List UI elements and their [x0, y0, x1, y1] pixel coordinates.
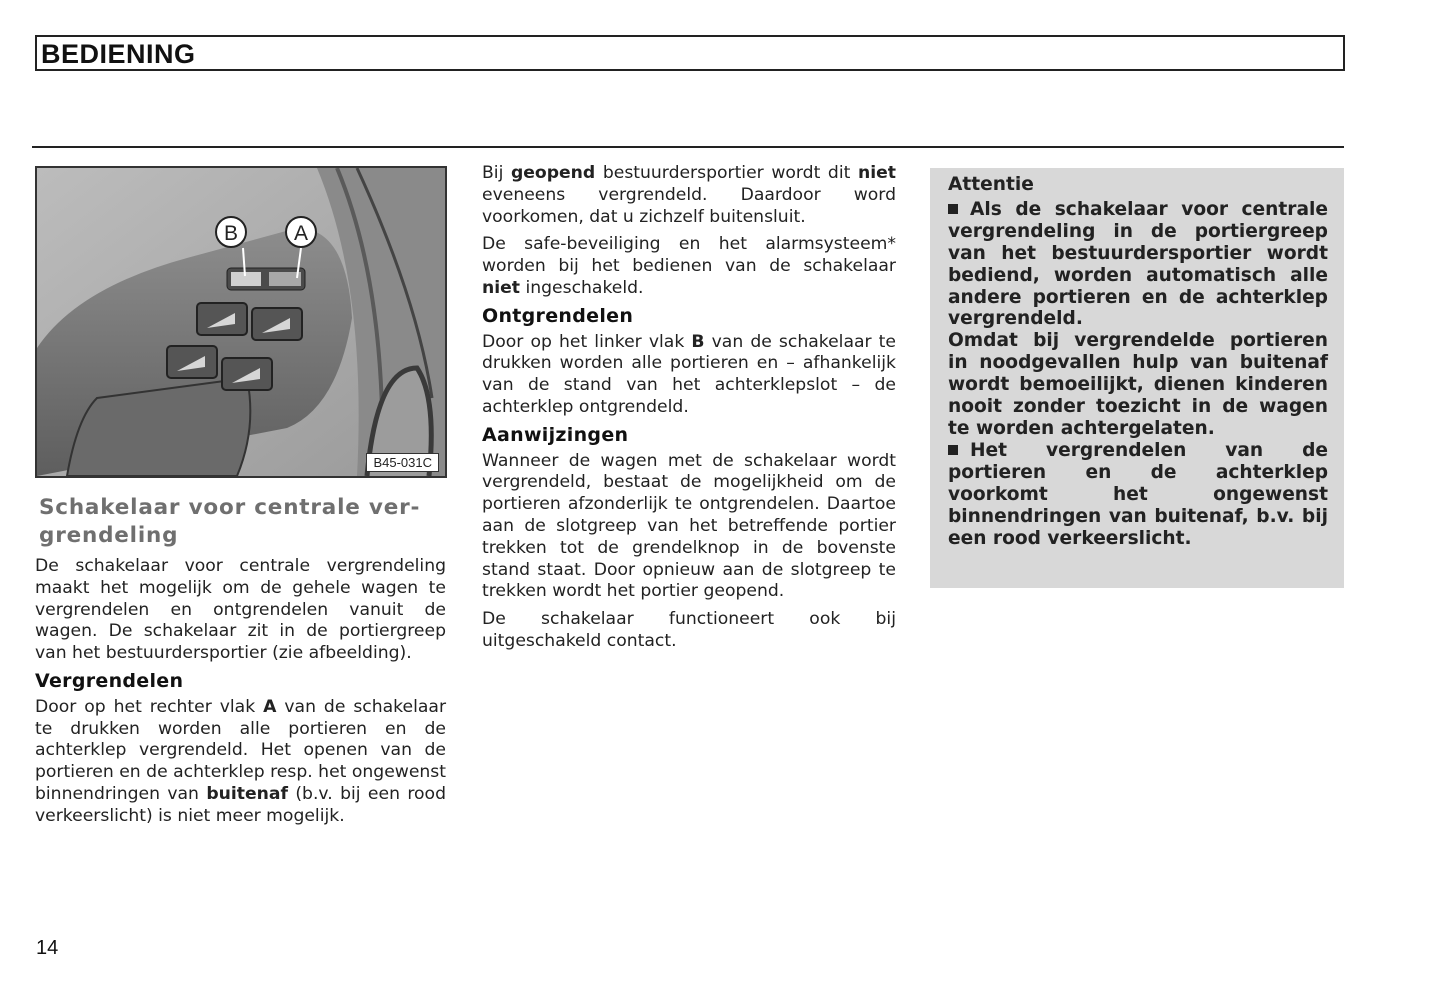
attention-item-1: Als de schakelaar voor centrale vergrendeling in de portiergreep van het bestuurdersportier wordt bediend, worden automatisch alle andere portieren en de achterklep vergrendeld.: [948, 198, 1328, 330]
attention-box: [930, 168, 1344, 588]
tips-heading: Aanwijzingen: [482, 423, 629, 446]
unlock-heading: Ontgrendelen: [482, 304, 634, 327]
alarm-paragraph: De safe-beveiliging en het alarmsysteem* worden bij het bedienen van de schakelaar niet ingeschakeld.: [482, 234, 896, 298]
label-b: B: [223, 222, 239, 245]
header-title: BEDIENING: [41, 39, 196, 69]
unlock-paragraph: Door op het linker vlak B van de schakelaar te drukken worden alle portieren en – afhankelijk van de stand van het achterklepslot – de achterklep ontgrendeld.: [482, 331, 896, 417]
section-title-line1: Schakelaar voor centrale ver-: [39, 495, 421, 520]
page-header: [35, 35, 1345, 71]
column-left: [35, 494, 446, 834]
door-open-paragraph: Bij geopend bestuurdersportier wordt dit niet eveneens vergrendeld. Daardoor word voorkomen, dat u zichzelf buitensluit.: [482, 163, 896, 227]
lock-heading: Vergrendelen: [35, 669, 184, 692]
bullet-icon: [948, 445, 958, 455]
bullet-icon: [948, 204, 958, 214]
section-title-line2: grendeling: [39, 523, 179, 548]
attention-item-3: Het vergrendelen van de portieren en de achterklep voorkomt het ongewenst binnendringen van buitenaf, b.v. bij een rood verkeerslicht.: [948, 439, 1328, 549]
attention-title: Attentie: [948, 174, 1034, 195]
intro-paragraph: De schakelaar voor centrale vergrendeling maakt het mogelijk om de gehele wagen te vergrendelen en ontgrendelen vanuit de wagen. De schakelaar zit in de portiergreep van het bestuurdersportier (zie afbeelding).: [35, 556, 446, 664]
attention-item-2: Omdat bij vergrendelde portieren in noodgevallen hulp van buitenaf wordt bemoeilijkt, dienen kinderen nooit zonder toezicht in de wagen te worden achtergelaten.: [948, 330, 1328, 439]
tips-paragraph-2: De schakelaar functioneert ook bij uitgeschakeld contact.: [482, 609, 896, 651]
page-number: 14: [36, 937, 59, 959]
section-title: [39, 494, 446, 550]
lock-paragraph: Door op het rechter vlak A van de schakelaar te drukken worden alle portieren en de achterklep vergrendeld. Het openen van de portieren en de achterklep resp. het ongewenst binnendringen van buitenaf (b.v. bij een rood verkeerslicht) is niet meer mogelijk.: [35, 696, 447, 826]
tips-paragraph-1: Wanneer de wagen met de schakelaar wordt vergrendeld, bestaat de mogelijkheid om de portieren afzonderlijk te ontgrendelen. Daartoe aan de slotgreep van het betreffende portier trekken tot de grendelknop in de bovenste stand staat. Door opnieuw aan de slotgreep te trekken wordt het portier geopend.: [482, 450, 896, 602]
figure-caption: B45-031C: [366, 453, 439, 472]
column-middle: [482, 163, 896, 659]
door-handle-switch-image: [37, 168, 445, 476]
switch-illustration: [35, 166, 447, 478]
section-divider: [32, 146, 1344, 148]
label-a: A: [293, 222, 309, 245]
